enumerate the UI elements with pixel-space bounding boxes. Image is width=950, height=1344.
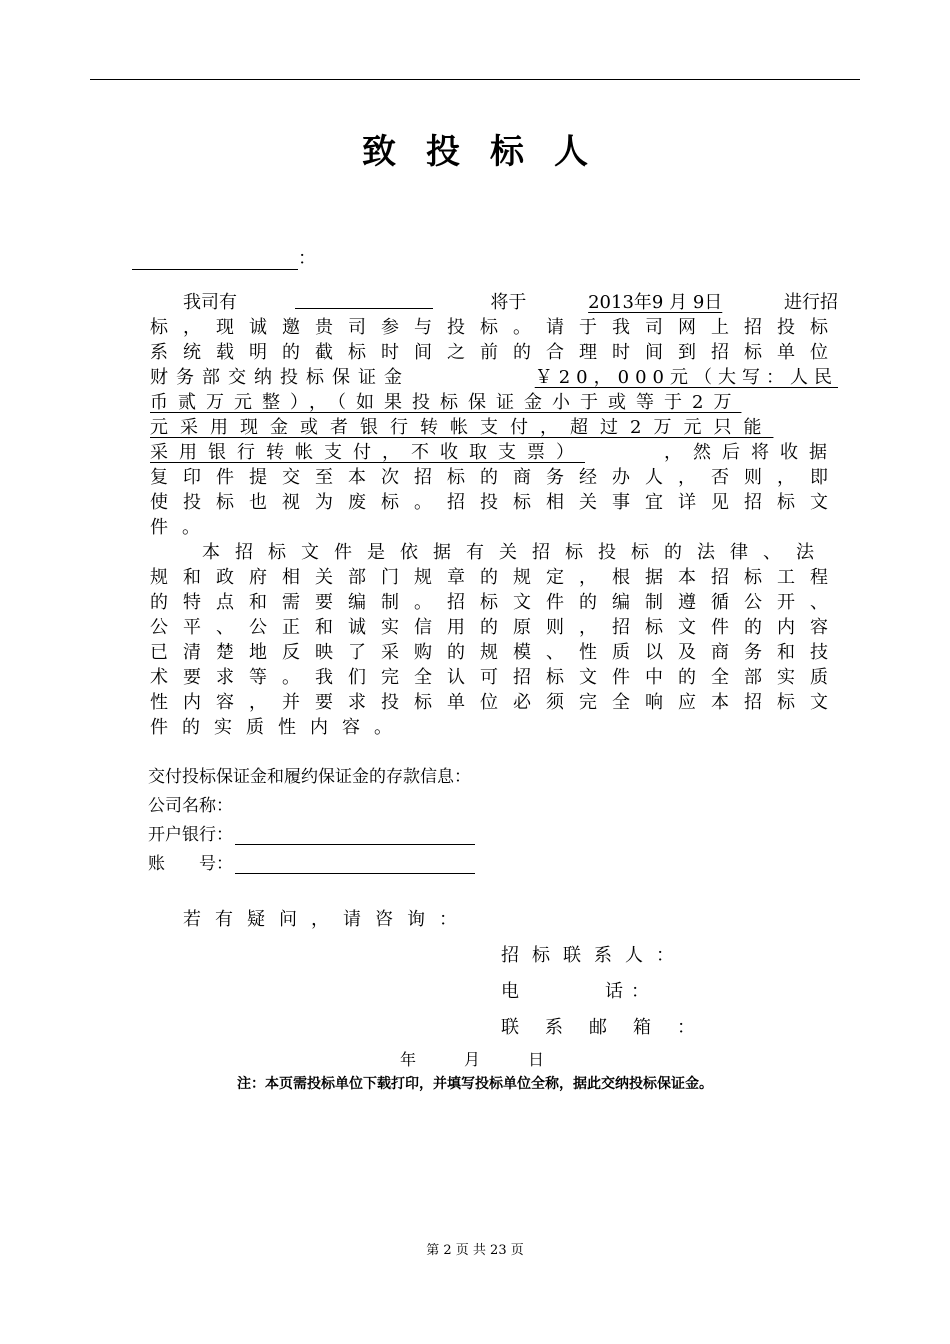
contact-person-label: 招标联系人： xyxy=(501,945,687,966)
text-line xyxy=(150,565,843,590)
text-line xyxy=(150,640,843,665)
text-line xyxy=(150,290,838,315)
bid-date: 2013年9 月 9日 xyxy=(588,292,723,313)
text-segment: 公平、公正和诚实信用的原则，招标文件的内容 xyxy=(150,617,843,638)
text-segment: 的特点和需要编制。招标文件的编制遵循公开、 xyxy=(150,592,843,613)
contact-phone-label: 电 话： xyxy=(501,981,657,1002)
text-line xyxy=(150,440,838,465)
text-segment: 性内容，并要求投标单位必须完全响应本招标文 xyxy=(150,692,843,713)
text-segment: 标，现诚邀贵司参与投标。请于我司网上招投标 xyxy=(150,317,843,338)
text-line xyxy=(150,340,843,365)
text-segment: ，然后将收据 xyxy=(664,442,838,463)
project-name-blank[interactable] xyxy=(295,290,433,309)
text-line xyxy=(150,365,838,390)
date-line: 年 月 日 xyxy=(400,1050,545,1069)
text-segment: 本招标文件是依据有关招标投标的法律、法 xyxy=(202,542,829,563)
text-segment: 元采用现金或者银行转帐支付，超过2万元只能 xyxy=(150,417,774,438)
text-line xyxy=(150,590,843,615)
text-line xyxy=(150,690,843,715)
text-segment: 系统载明的截标时间之前的合理时间到招标单位 xyxy=(150,342,843,363)
company-name-row xyxy=(148,791,233,816)
account-row xyxy=(148,849,475,874)
addressee-colon: ： xyxy=(298,248,316,269)
text-segment: 已清楚地反映了采购的规模、性质以及商务和技 xyxy=(150,642,843,663)
text-segment: 复印件提交至本次招标的商务经办人，否则，即 xyxy=(150,467,843,488)
header-rule xyxy=(90,79,860,80)
text-line xyxy=(150,390,838,415)
paragraph-intro xyxy=(150,290,843,540)
inquiry-text: 若有疑问，请咨询： xyxy=(183,909,471,930)
text-line xyxy=(150,615,843,640)
company-name-label: 公司名称： xyxy=(148,796,233,816)
note-text: 注：本页需投标单位下载打印，并填写投标单位全称，据此交纳投标保证金。 xyxy=(237,1076,713,1092)
text-line xyxy=(150,415,838,440)
page-title: 致投标人 xyxy=(362,132,618,172)
text-line xyxy=(150,540,838,565)
page-footer: 第 2 页 共 23 页 xyxy=(426,1243,524,1258)
text-line xyxy=(150,315,843,340)
deposit-amount: ￥20，000元（大写：人民 xyxy=(534,367,838,388)
text-segment: 将于 xyxy=(490,292,527,313)
account-label: 账 号： xyxy=(148,854,233,874)
text-segment: 币贰万元整），（如果投标保证金小于或等于2万 xyxy=(150,392,742,413)
text-segment: 规和政府相关部门规章的规定，根据本招标工程 xyxy=(150,567,843,588)
text-segment: 财务部交纳投标保证金 xyxy=(150,367,410,388)
text-line xyxy=(150,665,843,690)
text-segment: 术要求等。我们完全认可招标文件中的全部实质 xyxy=(150,667,843,688)
contact-email-label: 联系邮箱： xyxy=(501,1017,721,1038)
bank-label: 开户银行： xyxy=(148,825,233,845)
text-line xyxy=(150,715,838,740)
text-line xyxy=(150,490,843,515)
deposit-heading: 交付投标保证金和履约保证金的存款信息： xyxy=(148,767,471,787)
text-segment: 采用银行转帐支付，不收取支票） xyxy=(150,442,585,463)
paragraph-basis xyxy=(150,540,843,740)
text-segment: 使投标也视为废标。招投标相关事宜详见招标文 xyxy=(150,492,843,513)
text-segment: 我司有 xyxy=(183,292,237,313)
addressee-blank[interactable] xyxy=(132,253,298,270)
text-line xyxy=(150,465,843,490)
text-segment: 件的实质性内容。 xyxy=(150,717,406,738)
addressee-line xyxy=(132,244,316,270)
bank-blank[interactable] xyxy=(235,828,475,845)
bank-row xyxy=(148,820,475,845)
text-segment: 件。 xyxy=(150,517,214,538)
text-segment: 进行招 xyxy=(783,292,838,313)
account-blank[interactable] xyxy=(235,857,475,874)
text-line xyxy=(150,515,838,540)
